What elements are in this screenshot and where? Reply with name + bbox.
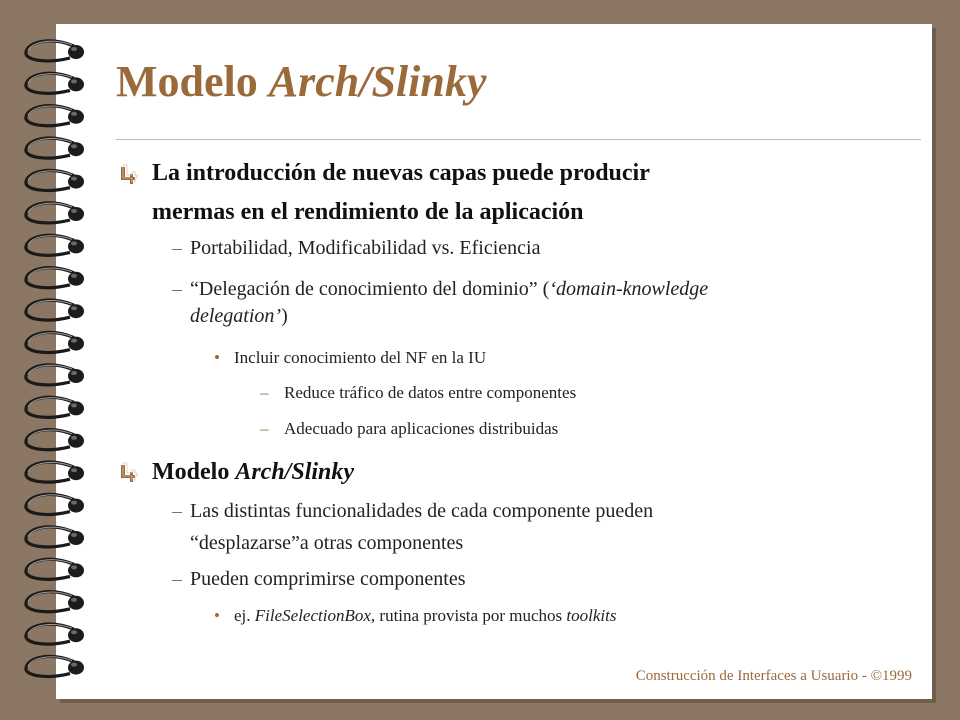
binder-ring [26,170,84,190]
binder-ring [26,138,84,158]
bullet-2-line: Modelo Arch/Slinky [152,459,355,485]
sub-sub-item-incluir: Incluir conocimiento del NF en la IU [234,348,487,367]
footer-credit: Construcción de Interfaces a Usuario - ©1999 [635,668,912,684]
sub-item-delegacion: “Delegación de conocimiento del dominio” (‘domain-knowledge [190,278,709,300]
sub-item-comprimirse: Pueden comprimirse componentes [190,568,466,590]
sub-item-delegacion-cont: delegation’) [190,305,288,327]
binder-ring [26,365,84,385]
bullet-1-line-2: mermas en el rendimiento de la aplicación [152,199,584,225]
dash-marker: – [172,500,182,522]
binder-ring [26,235,84,255]
spiral-binding-icon [0,0,110,720]
sub-sub-item-ejemplo: ej. FileSelectionBox, rutina provista por muchos toolkits [234,606,617,625]
binder-ring [26,397,84,417]
binder-ring [26,41,84,61]
binder-ring [26,300,84,320]
dot-marker: • [214,606,220,625]
item-adecuado: Adecuado para aplicaciones distribuidas [284,419,559,438]
binder-ring [26,106,84,126]
binder-ring [26,656,84,676]
sub-item-funcionalidades-cont: “desplazarse”a otras componentes [190,532,464,554]
checkbox-bullet-icon [114,461,140,487]
binder-ring [26,203,84,223]
item-reduce-trafico: Reduce tráfico de datos entre componentes [284,383,577,402]
dash-marker: – [260,383,269,402]
bullet-1-line-1: La introducción de nuevas capas puede producir [152,160,650,186]
binder-ring [26,494,84,514]
slide-title: Modelo Arch/Slinky [116,57,487,106]
binder-ring [26,268,84,288]
binder-ring [26,559,84,579]
sub-item-funcionalidades: Las distintas funcionalidades de cada componente pueden [190,500,654,522]
binder-ring [26,430,84,450]
dash-marker: – [260,419,269,438]
title-divider [116,139,921,140]
binder-ring [26,73,84,93]
binder-ring [26,624,84,644]
sub-item-portabilidad: Portabilidad, Modificabilidad vs. Eficiencia [190,237,541,259]
binder-ring [26,592,84,612]
checkbox-bullet-icon [114,163,140,189]
slide-page [56,24,932,699]
binder-ring [26,332,84,352]
dash-marker: – [172,237,182,259]
dot-marker: • [214,348,220,367]
dash-marker: – [172,278,182,300]
binder-ring [26,527,84,547]
binder-ring [26,462,84,482]
dash-marker: – [172,568,182,590]
